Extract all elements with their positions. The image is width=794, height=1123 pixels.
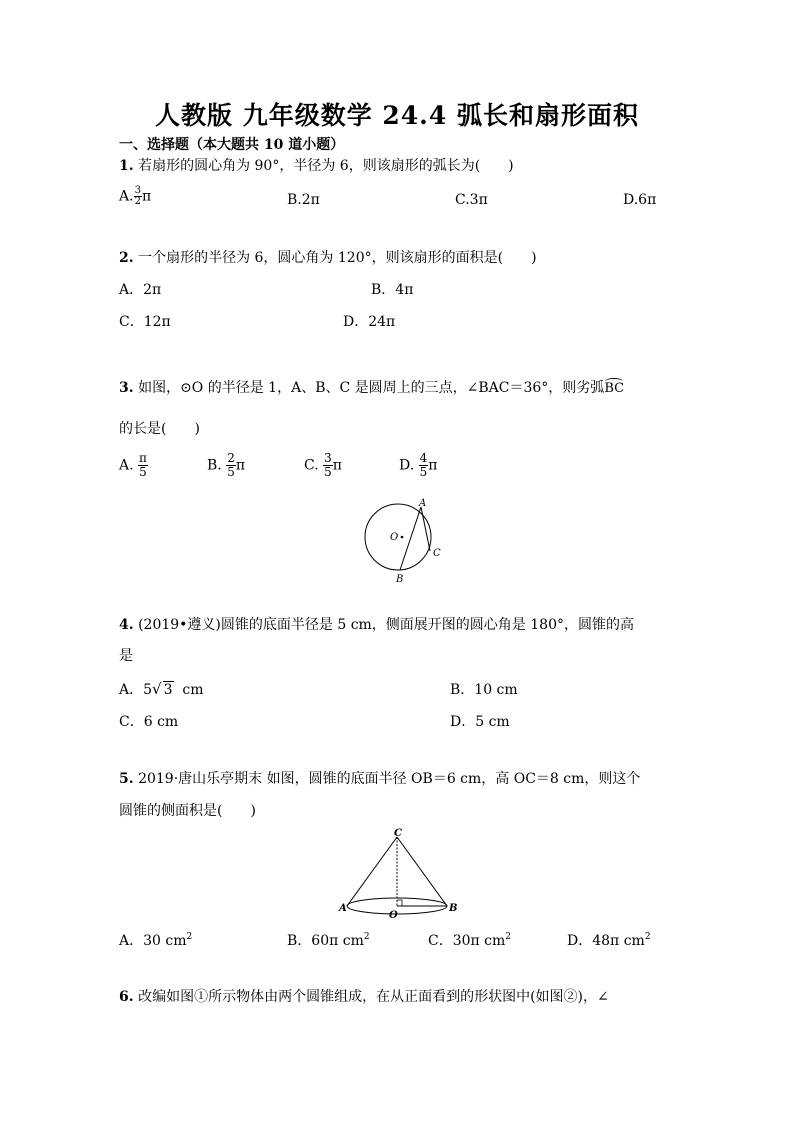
radical-sign: √: [152, 680, 162, 698]
q3-option-a: [119, 452, 148, 479]
q3-option-b: [207, 452, 245, 479]
q4-option-a-label: A．5: [119, 682, 153, 698]
question-1: [119, 155, 514, 175]
q1-option-b: B.2π: [287, 192, 320, 208]
q3-option-d-tail: π: [428, 457, 438, 474]
q3-option-c-tail: π: [332, 457, 342, 474]
chord-ab: [400, 507, 421, 570]
q4-option-a-unit: cm: [173, 682, 204, 698]
question-3: [119, 377, 624, 397]
q3-option-d-label: D.: [399, 457, 415, 474]
chord-ac: [421, 507, 430, 551]
question-1-number: 1.: [119, 158, 134, 174]
q5-option-a-exponent: 2: [186, 932, 193, 942]
question-5-text-line-2: 圆锥的侧面积是( ): [119, 803, 256, 819]
q3-option-d-denominator: 5: [419, 465, 428, 479]
q3-option-c-numerator: 3: [324, 451, 332, 465]
q5-option-c-exponent: 2: [505, 932, 512, 942]
question-2-number: 2.: [119, 250, 134, 266]
q3-option-b-numerator: 2: [227, 451, 235, 465]
q5-option-c: [428, 930, 511, 950]
q3-option-a-fraction: [138, 452, 148, 479]
q3-option-d-fraction: [419, 452, 429, 479]
q3-option-d: [399, 452, 437, 479]
q3-option-c-fraction: [323, 452, 333, 479]
question-6: [119, 986, 609, 1006]
q4-option-c: C．6 cm: [119, 714, 179, 730]
question-2-text: 一个扇形的半径为 6，圆心角为 120°，则该扇形的面积是( ): [138, 250, 537, 266]
q1-option-c: C.3π: [455, 192, 488, 208]
q1-option-a-numerator: 3: [134, 185, 141, 196]
question-4-number: 4.: [119, 617, 134, 633]
label-b: B: [396, 574, 404, 585]
q5-option-b-exponent: 2: [363, 932, 370, 942]
q3-option-d-numerator: 4: [419, 451, 428, 465]
question-1-text: 若扇形的圆心角为 90°，半径为 6，则该扇形的弧长为( ): [138, 158, 514, 174]
q4-option-a: [119, 679, 204, 699]
cone-label-o: O: [389, 910, 398, 920]
q2-option-b: B．4π: [371, 282, 414, 298]
q4-option-b: B．10 cm: [450, 682, 518, 698]
q5-option-b: [287, 930, 370, 950]
q5-option-a-text: A．30 cm: [119, 933, 187, 949]
cone-slant-left: [347, 837, 397, 906]
q3-option-b-fraction: [226, 452, 236, 479]
q1-option-d: D.6π: [623, 192, 657, 208]
question-5: [119, 768, 640, 788]
q1-option-a-tail: π: [141, 188, 152, 205]
q3-option-b-denominator: 5: [227, 465, 235, 479]
question-6-text: 改编如图①所示物体由两个圆锥组成，在从正面看到的形状图中(如图②)，∠: [138, 989, 609, 1005]
q1-option-a-fraction: [134, 186, 142, 207]
q5-option-a: [119, 930, 192, 950]
q5-option-d: [567, 930, 651, 950]
q1-option-a-label: A.: [119, 188, 134, 205]
arc-bc-label: BC: [604, 381, 625, 396]
right-angle-mark: [397, 900, 402, 906]
page-title: 人教版 九年级数学 24.4 弧长和扇形面积: [154, 101, 639, 130]
question-4-text-line-2: 是: [119, 648, 133, 664]
q3-option-b-tail: π: [235, 457, 246, 474]
question-5-number: 5.: [119, 771, 134, 787]
section-heading: 一、选择题（本大题共 10 道小题）: [119, 137, 345, 153]
label-c: C: [433, 548, 441, 559]
question-4: [119, 614, 634, 634]
q5-option-b-text: B．60π cm: [287, 933, 364, 949]
q3-option-b-label: B.: [207, 457, 222, 474]
cone-label-b: B: [449, 903, 458, 914]
cone-label-c: C: [394, 828, 402, 839]
q3-option-c-label: C.: [304, 457, 319, 474]
question-4-text: (2019•遵义)圆锥的底面半径是 5 cm，侧面展开图的圆心角是 180°，圆锥的高: [138, 617, 634, 633]
question-2: [119, 247, 537, 267]
q5-option-d-exponent: 2: [644, 932, 651, 942]
q3-option-a-label: A.: [119, 457, 134, 474]
q3-option-c: [304, 452, 342, 479]
circle-figure: [355, 494, 455, 589]
q2-option-c: C．12π: [119, 314, 171, 330]
cone-slant-right: [397, 837, 447, 906]
question-5-text: 2019·唐山乐亭期末 如图，圆锥的底面半径 OB＝6 cm，高 OC＝8 cm，则这个: [138, 771, 641, 787]
q1-option-a: [119, 186, 151, 207]
q2-option-d: D．24π: [343, 314, 396, 330]
q4-option-a-radicand: 3: [163, 682, 173, 698]
q1-option-a-denominator: 2: [134, 196, 141, 207]
cone-figure: [335, 824, 465, 920]
q5-option-c-text: C．30π cm: [428, 933, 506, 949]
q3-option-c-denominator: 5: [324, 465, 332, 479]
question-3-number: 3.: [119, 380, 134, 396]
question-3-text-line-2: 的长是( ): [119, 421, 200, 437]
label-o: O: [390, 532, 399, 543]
q5-option-d-text: D．48π cm: [567, 933, 645, 949]
q3-option-a-numerator: π: [139, 451, 147, 465]
center-point-o: [401, 536, 404, 539]
cone-label-a: A: [339, 903, 347, 914]
q4-option-d: D．5 cm: [450, 714, 510, 730]
q2-option-a: A．2π: [119, 282, 162, 298]
label-a: A: [419, 498, 427, 509]
q3-option-a-denominator: 5: [139, 465, 147, 479]
question-6-number: 6.: [119, 989, 134, 1005]
question-3-text: 如图，⊙O 的半径是 1，A、B、C 是圆周上的三点，∠BAC＝36°，则劣弧: [138, 380, 605, 396]
